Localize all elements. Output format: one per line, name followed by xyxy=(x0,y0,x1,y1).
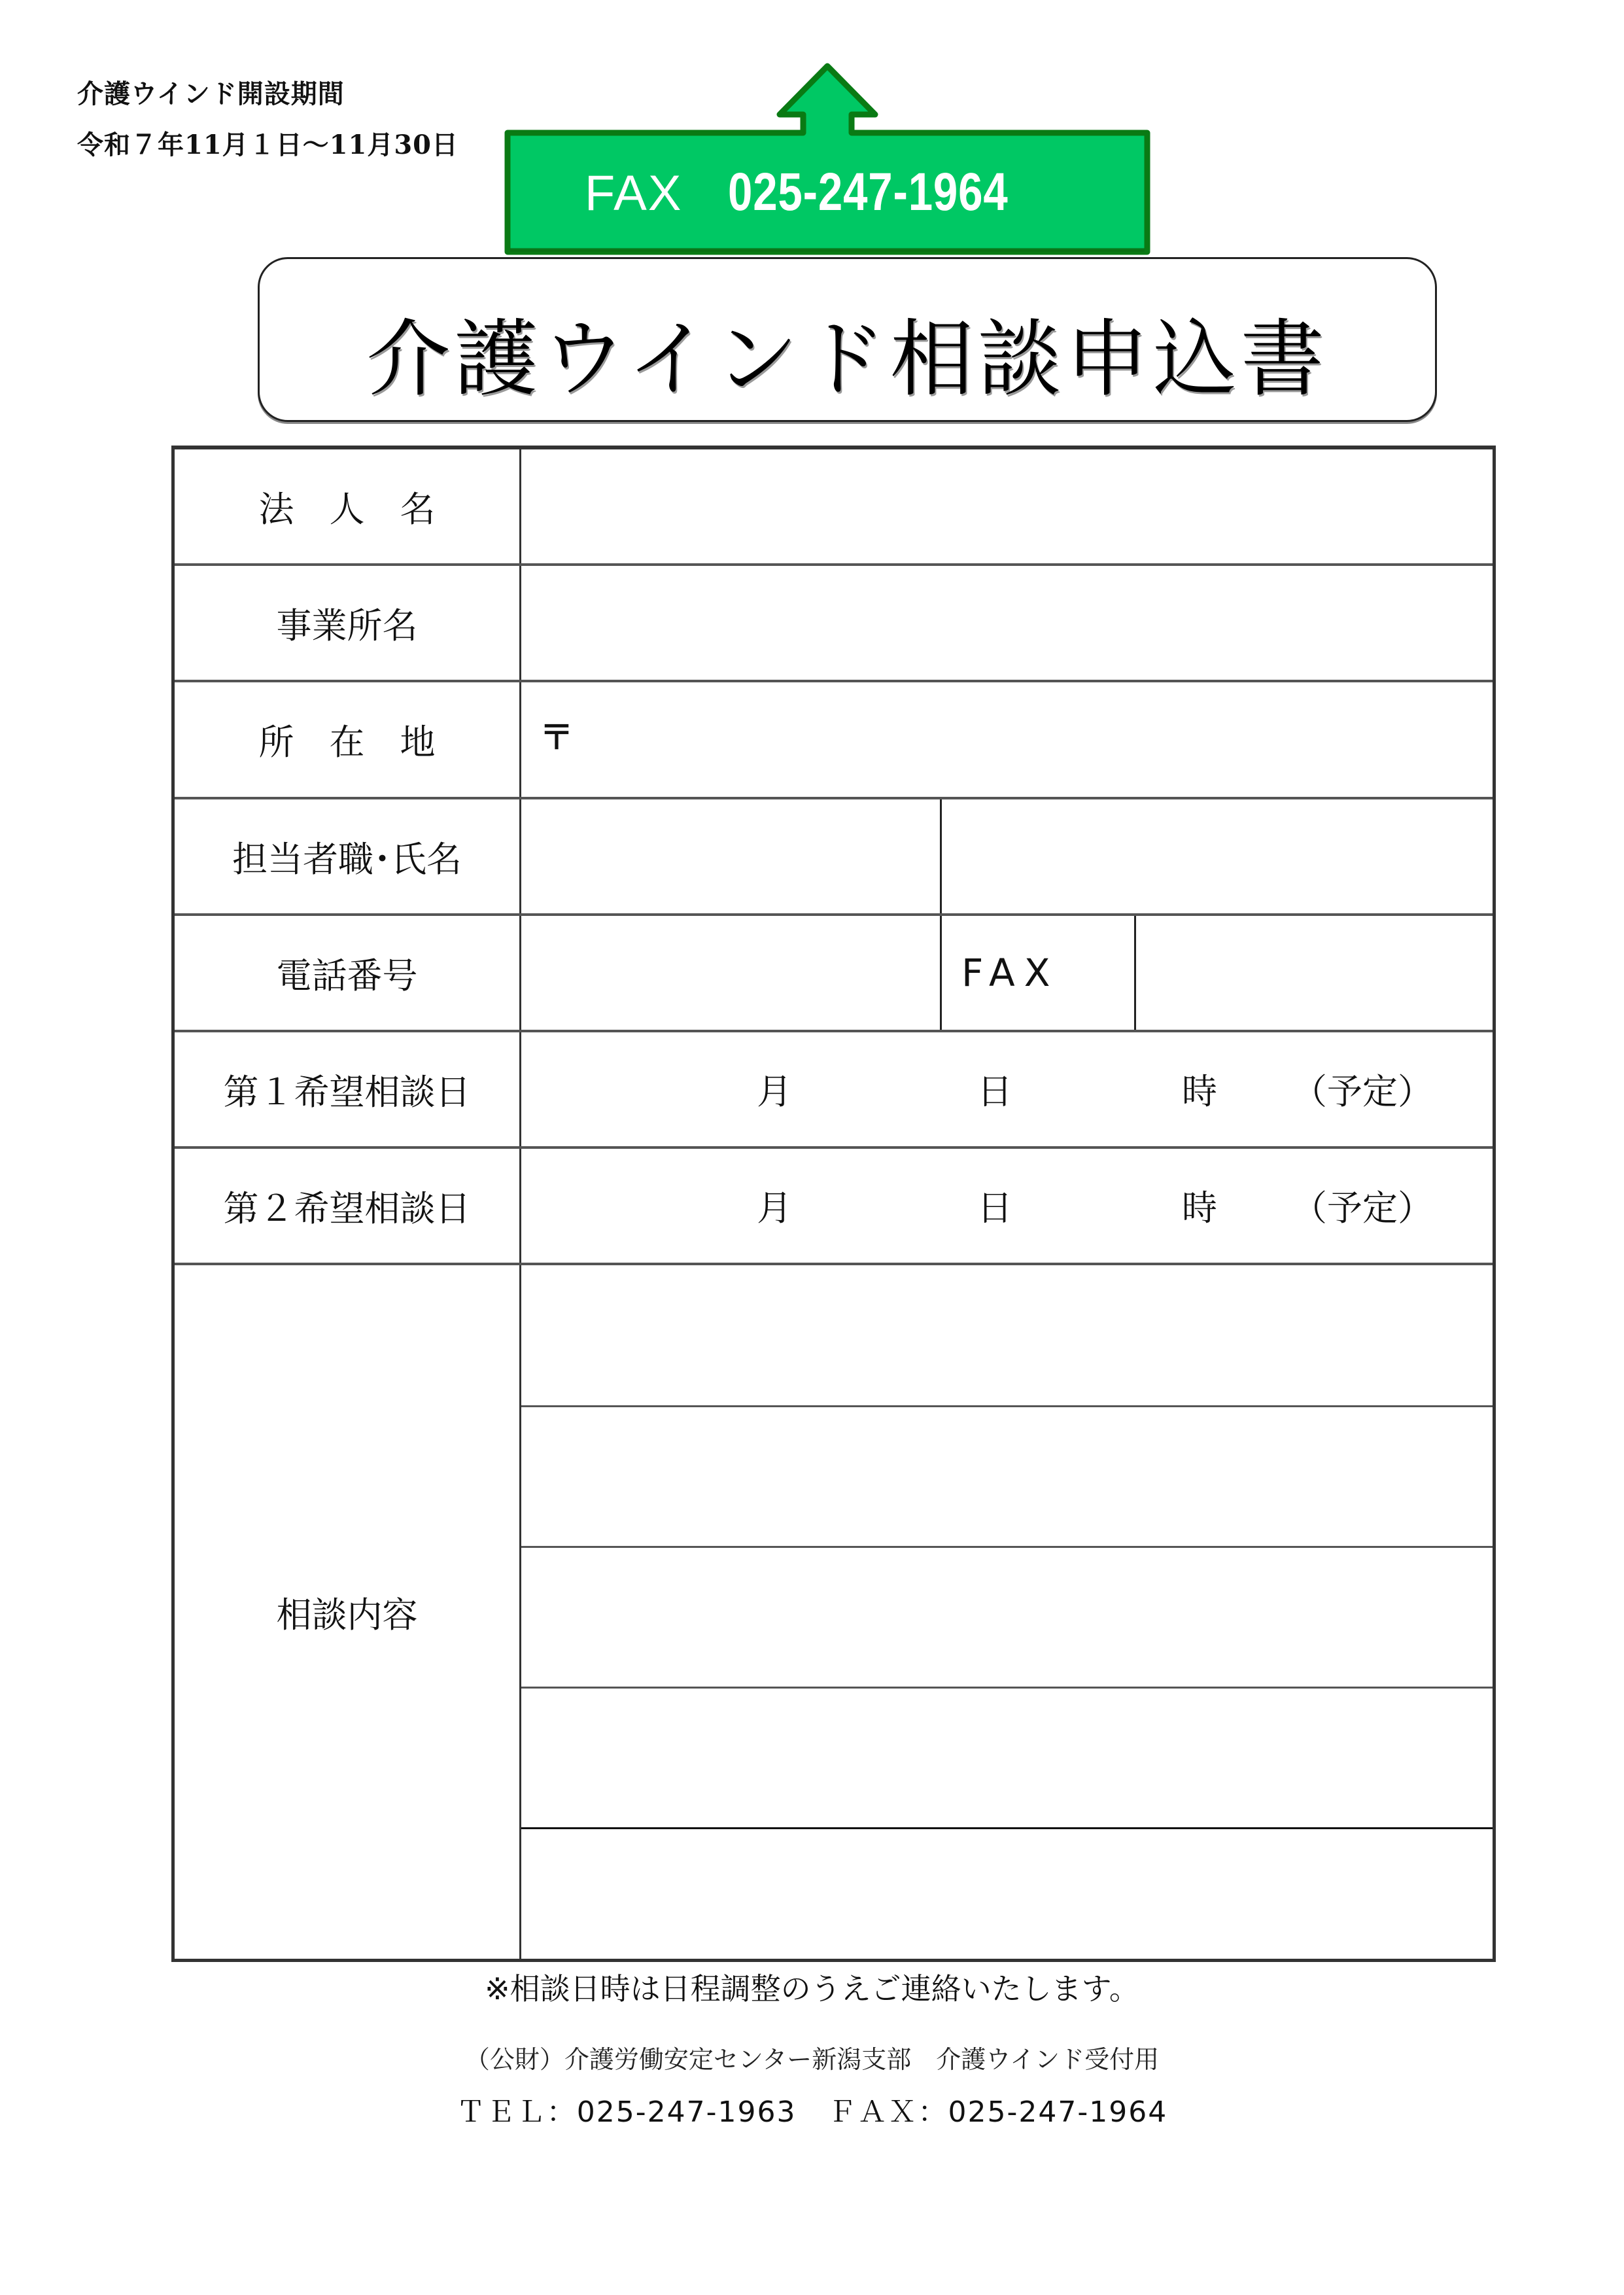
phone-field[interactable] xyxy=(521,916,940,1030)
contact-info xyxy=(0,2088,1624,2130)
fax-field[interactable] xyxy=(1136,916,1493,1030)
label-second-preferred-date: 第２希望相談日 xyxy=(175,1149,521,1263)
row-contact-person xyxy=(175,797,1493,913)
application-form-table xyxy=(171,446,1496,1962)
fax-cell xyxy=(942,916,1134,1030)
consultation-line-2[interactable] xyxy=(521,1405,1493,1546)
month-unit: 月 xyxy=(757,1071,792,1112)
position-field[interactable] xyxy=(521,799,940,913)
postal-mark: 〒 xyxy=(540,718,574,758)
label-office-name: 事業所名 xyxy=(175,566,521,680)
address-field[interactable] xyxy=(521,682,1493,797)
fax-label: FAX xyxy=(961,951,1060,995)
consultation-line-1[interactable] xyxy=(521,1265,1493,1405)
row-consultation-content xyxy=(175,1263,1493,1959)
fax-banner-text xyxy=(497,162,1158,223)
tel-number: 025-247-1963 xyxy=(576,2095,797,2129)
period-title: 介護ウインド開設期間 xyxy=(77,79,345,109)
label-first-preferred-date: 第１希望相談日 xyxy=(175,1032,521,1146)
row-first-preferred-date xyxy=(175,1030,1493,1146)
row-second-preferred-date xyxy=(175,1146,1493,1263)
fax-banner-number: 025-247-1964 xyxy=(728,162,1009,222)
page-title: 介護ウインド相談申込書 xyxy=(366,311,1328,408)
fax-label: ＦＡＸ： xyxy=(827,2095,948,2129)
row-office-name xyxy=(175,563,1493,680)
label-contact-person: 担当者職･氏名 xyxy=(175,799,521,913)
consultation-line-3[interactable] xyxy=(521,1546,1493,1687)
row-phone xyxy=(175,913,1493,1030)
tel-label: ＴＥＬ： xyxy=(456,2095,577,2129)
corporation-name-field[interactable] xyxy=(521,449,1493,563)
day-unit: 日 xyxy=(977,1187,1012,1229)
fax-banner xyxy=(497,62,1158,262)
label-corporation-name: 法 人 名 xyxy=(175,449,521,563)
second-preferred-date-field[interactable] xyxy=(521,1149,1493,1263)
period-dates: 令和７年11月１日～11月30日 xyxy=(77,130,458,160)
row-address xyxy=(175,680,1493,797)
label-address: 所 在 地 xyxy=(175,682,521,797)
day-unit: 日 xyxy=(977,1071,1012,1112)
office-name-field[interactable] xyxy=(521,566,1493,680)
tentative-suffix: （予定） xyxy=(1292,1187,1433,1229)
organization-name: （公財）介護労働安定センター新潟支部 介護ウインド受付用 xyxy=(464,2045,1160,2074)
month-unit: 月 xyxy=(757,1187,792,1229)
hour-unit: 時 xyxy=(1182,1187,1217,1229)
name-field[interactable] xyxy=(942,799,1493,913)
consultation-line-5[interactable] xyxy=(521,1827,1493,1959)
fax-number: 025-247-1964 xyxy=(948,2095,1168,2129)
hour-unit: 時 xyxy=(1182,1071,1217,1112)
consultation-line-4[interactable] xyxy=(521,1687,1493,1827)
label-consultation-content: 相談内容 xyxy=(175,1265,521,1959)
label-phone: 電話番号 xyxy=(175,916,521,1030)
title-box xyxy=(258,257,1437,422)
schedule-note: ※相談日時は日程調整のうえご連絡いたします。 xyxy=(485,1971,1139,2006)
row-corporation-name xyxy=(175,449,1493,563)
tentative-suffix: （予定） xyxy=(1292,1071,1433,1112)
fax-banner-label: FAX xyxy=(584,166,683,221)
first-preferred-date-field[interactable] xyxy=(521,1032,1493,1146)
